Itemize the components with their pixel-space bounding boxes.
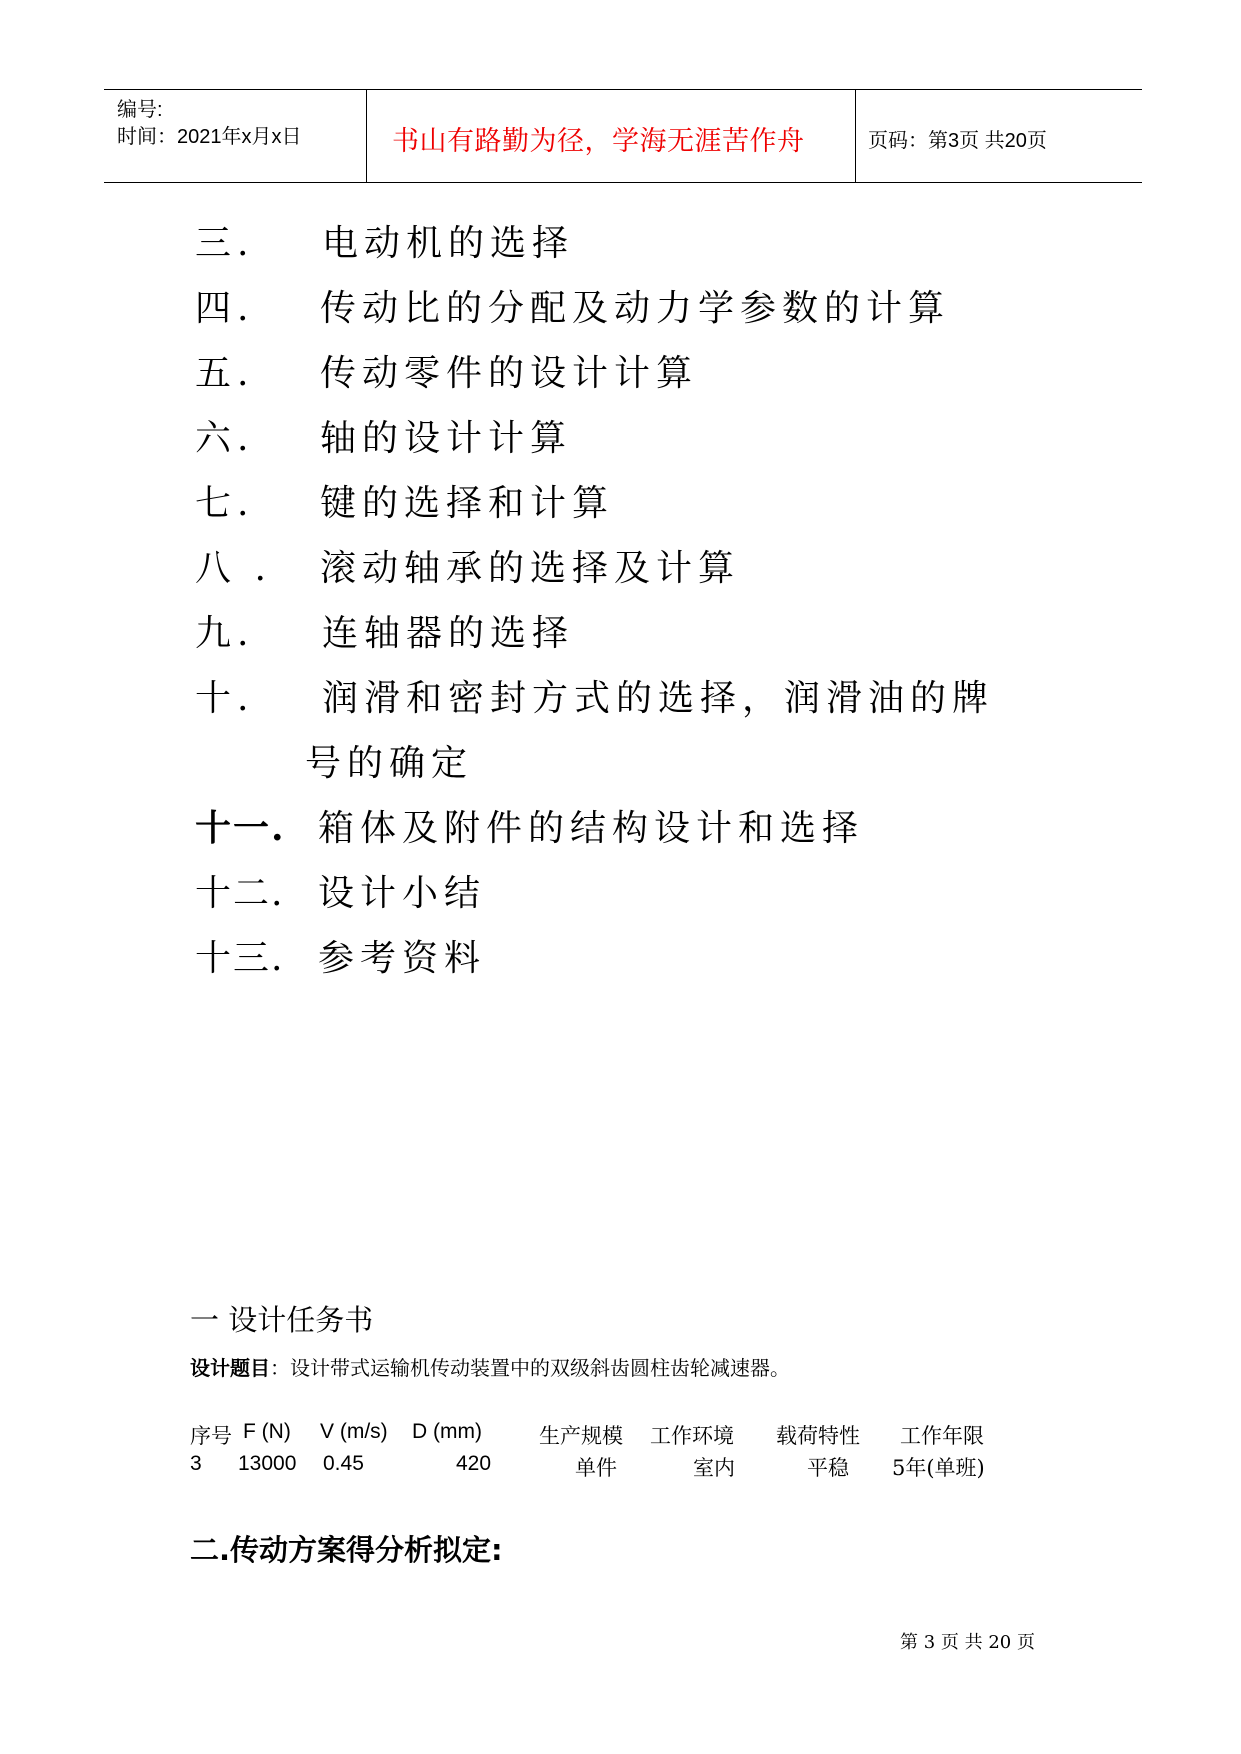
toc-item-number: 五.: [195, 353, 255, 394]
toc-item-number: 十一.: [195, 807, 286, 849]
header-divider-left: [366, 90, 367, 183]
header-page-label: 页码：第3页 共20页: [868, 130, 1047, 152]
toc-item-text: 箱体及附件的结构设计和选择: [318, 808, 865, 849]
toc-item-text: 键的选择和计算: [320, 483, 615, 524]
design-topic-label: 设计题目: [190, 1356, 270, 1380]
params-header-cell: D (mm): [412, 1420, 482, 1443]
toc-item-text: 传动零件的设计计算: [320, 353, 699, 394]
toc-item: [0, 345, 1241, 395]
params-header-cell: 生产规模: [539, 1424, 623, 1448]
params-table-data-row: [0, 1452, 1241, 1482]
toc-item-text: 设计小结: [318, 873, 487, 914]
section1-heading: 一 设计任务书: [190, 1303, 374, 1337]
toc-item: [0, 280, 1241, 330]
toc-item: [0, 800, 1241, 850]
toc-item-number: 八 .: [195, 548, 272, 589]
params-table-header-row: [0, 1420, 1241, 1450]
page-footer: 第 3 页 共 20 页: [900, 1632, 1035, 1653]
design-topic: [190, 1352, 790, 1381]
header-bottom-rule: [104, 182, 1142, 183]
params-header-cell: 序号: [190, 1424, 232, 1448]
toc-item: [0, 605, 1241, 655]
params-data-cell: 3: [190, 1452, 202, 1475]
header-number-label: 编号:: [117, 99, 163, 121]
toc-item-text: 电动机的选择: [322, 223, 575, 264]
params-header-cell: 工作年限: [900, 1424, 984, 1448]
params-data-cell: 0.45: [323, 1452, 364, 1475]
toc-item-number: 六.: [195, 418, 255, 459]
params-header-cell: V (m/s): [320, 1420, 388, 1443]
toc-item-text: 滚动轴承的选择及计算: [320, 548, 741, 589]
toc-item-text: 连轴器的选择: [322, 613, 575, 654]
toc-item-number: 三.: [195, 223, 255, 264]
toc-item-number: 四.: [195, 288, 255, 329]
toc-item-number: 七.: [195, 483, 255, 524]
toc-item-number: 十二.: [195, 873, 285, 914]
toc-item: [0, 540, 1241, 590]
header-top-rule: [104, 89, 1142, 90]
params-data-cell: 平稳: [807, 1456, 849, 1480]
toc-item-number: 十三.: [195, 938, 285, 979]
params-data-cell: 420: [456, 1452, 492, 1475]
toc-item: [0, 215, 1241, 265]
params-header-cell: F (N): [243, 1420, 291, 1443]
toc-item: [0, 670, 1241, 720]
params-header-cell: 工作环境: [650, 1424, 734, 1448]
toc-item: [0, 735, 1241, 785]
design-topic-text: ：设计带式运输机传动装置中的双级斜齿圆柱齿轮减速器。: [270, 1356, 790, 1380]
toc-item-text: 润滑和密封方式的选择，润滑油的牌: [322, 678, 995, 719]
header-motto: 书山有路勤为径，学海无涯苦作舟: [392, 126, 805, 157]
params-data-cell: 13000: [238, 1452, 297, 1475]
toc-item: [0, 865, 1241, 915]
toc-item-number: 九.: [195, 613, 255, 654]
header-time-label: 时间：2021年x月x日: [117, 126, 302, 148]
toc-item-text: 传动比的分配及动力学参数的计算: [320, 288, 951, 329]
params-data-cell: 单件: [575, 1456, 617, 1480]
params-header-cell: 载荷特性: [776, 1424, 860, 1448]
toc-item-number: 十.: [195, 678, 255, 719]
toc-item-text: 参考资料: [318, 938, 487, 979]
toc-item: [0, 410, 1241, 460]
header-divider-right: [855, 90, 856, 183]
params-data-cell: 5年(单班): [892, 1456, 985, 1480]
toc-item: [0, 930, 1241, 980]
toc-item-text: 号的确定: [305, 743, 474, 784]
toc-item-text: 轴的设计计算: [320, 418, 573, 459]
section2-heading: 二.传动方案得分析拟定:: [190, 1533, 503, 1567]
params-data-cell: 室内: [693, 1456, 735, 1480]
toc-item: [0, 475, 1241, 525]
